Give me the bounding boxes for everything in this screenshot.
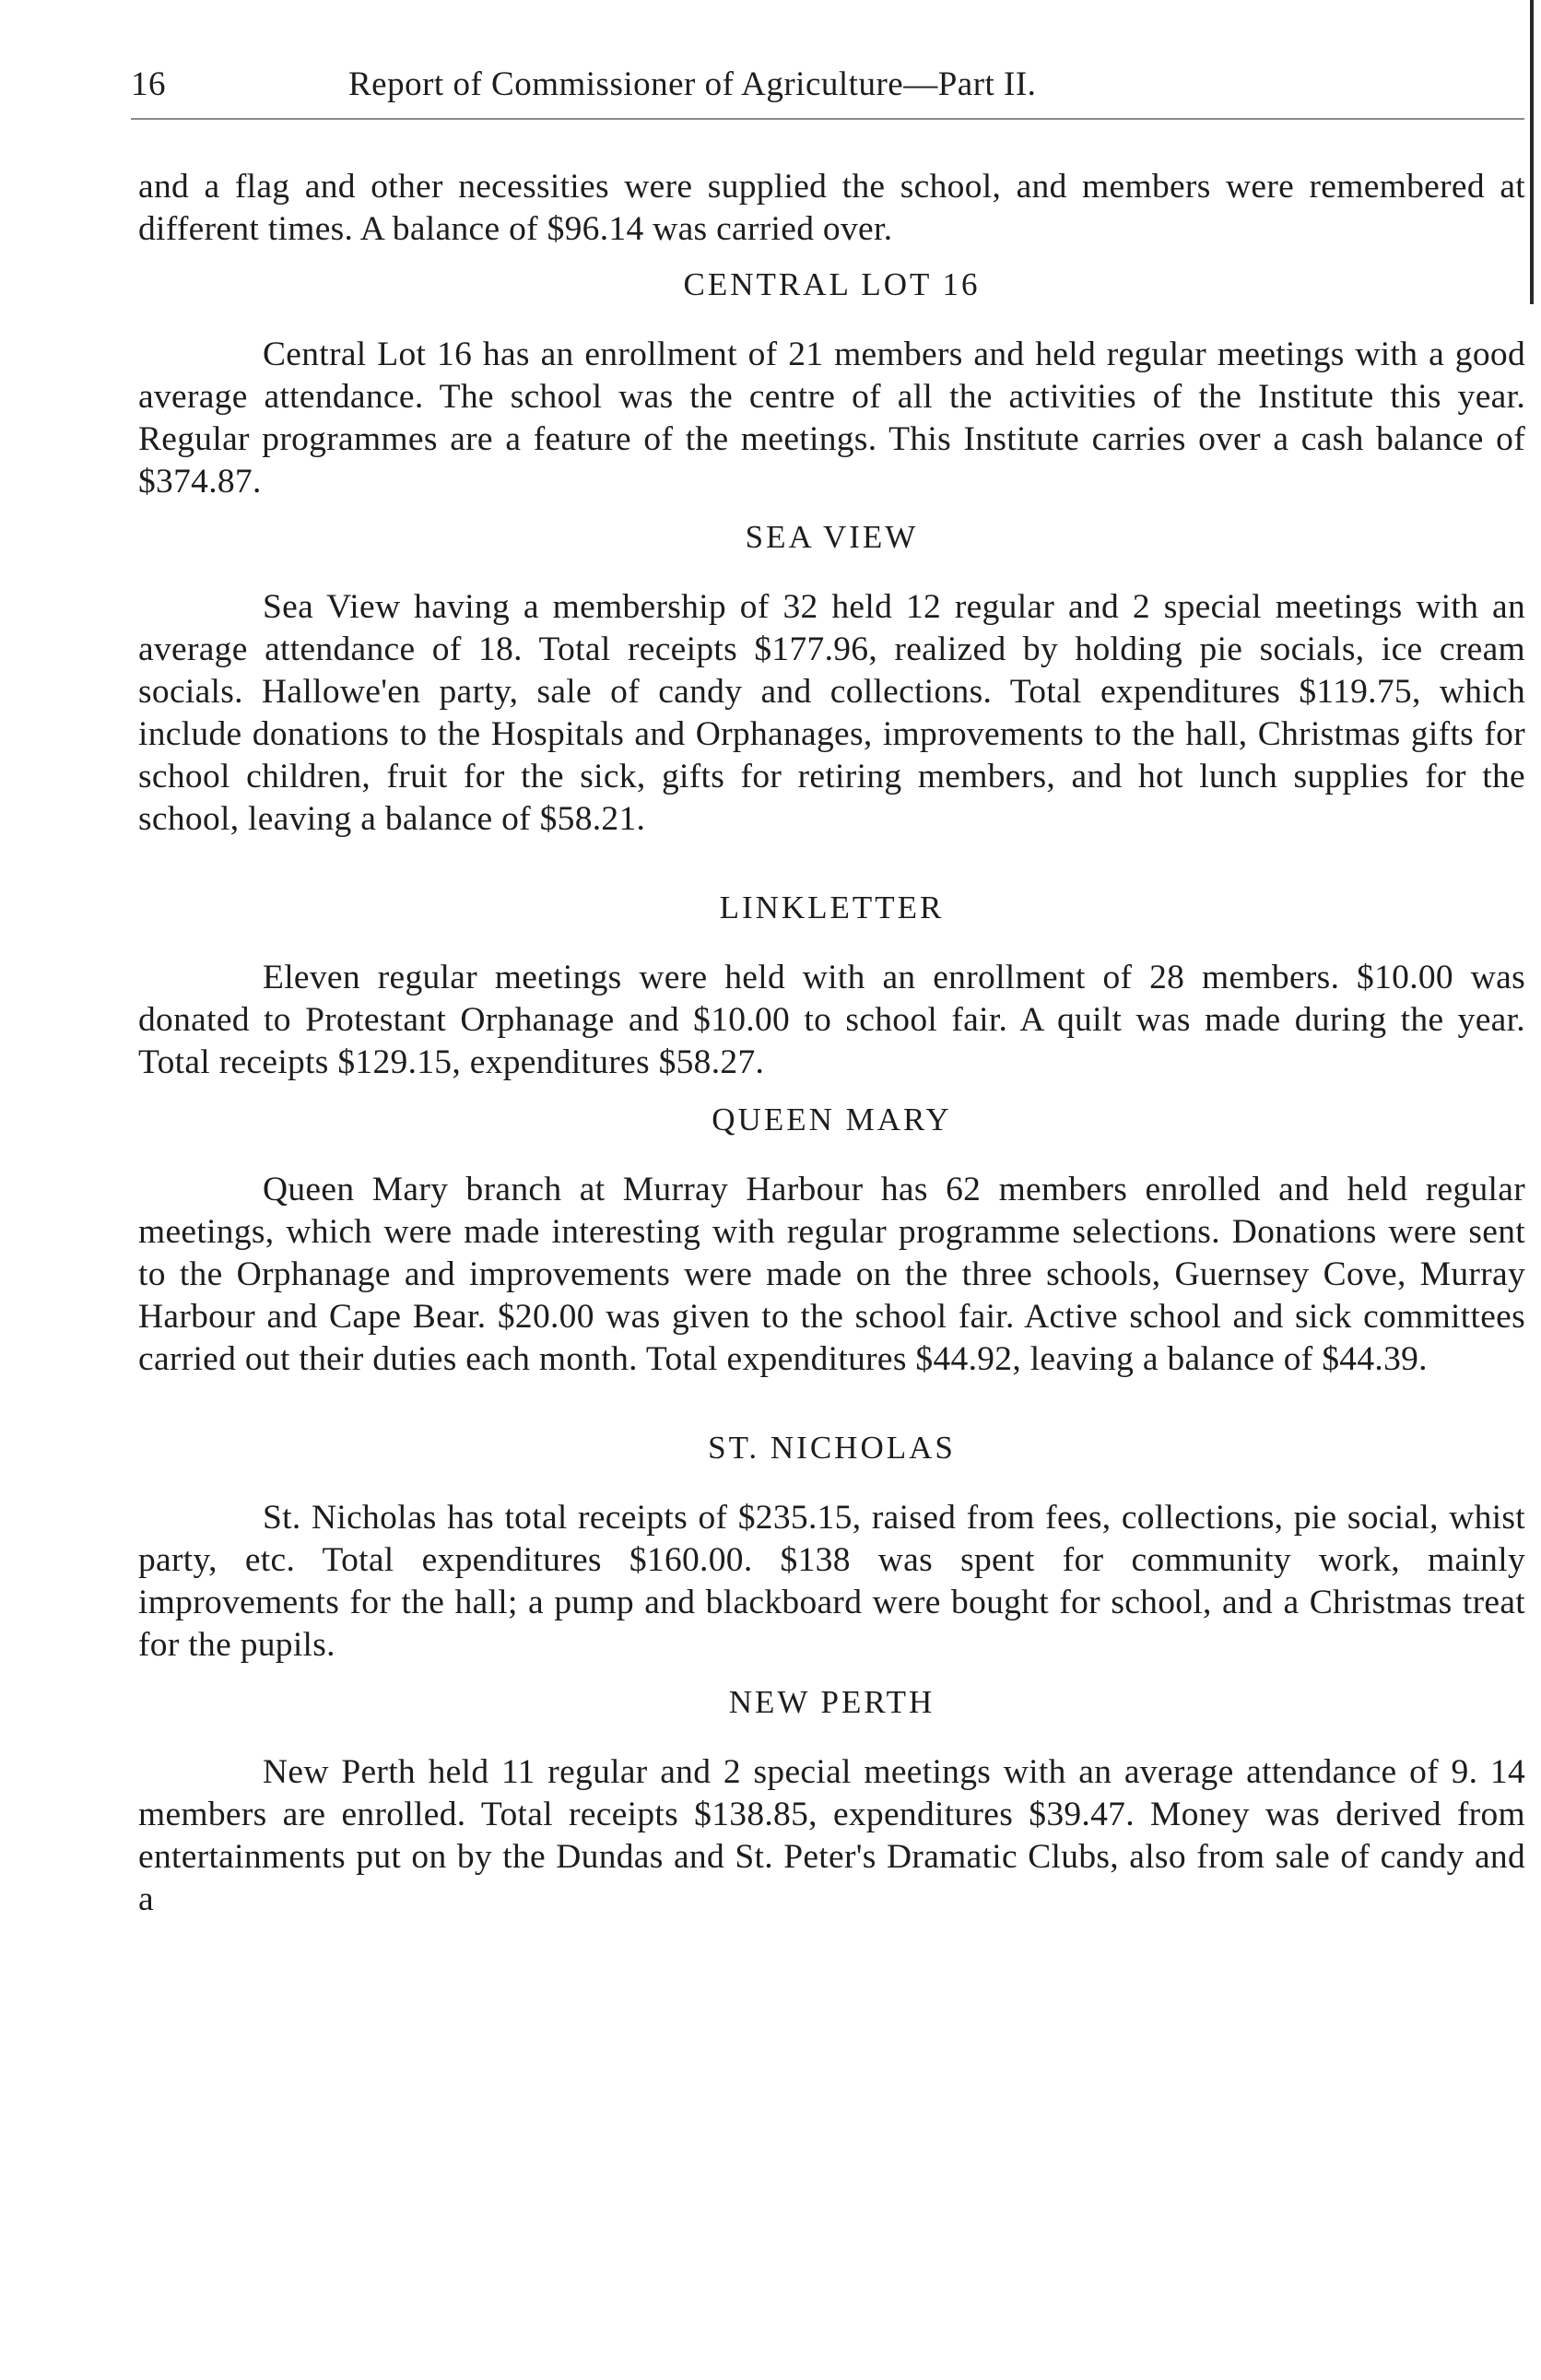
running-title: Report of Commissioner of Agriculture—Part II. — [348, 65, 1037, 103]
page-number: 16 — [131, 65, 166, 103]
section-heading-sea-view: SEA VIEW — [745, 519, 919, 555]
section-heading-new-perth: NEW PERTH — [728, 1684, 935, 1720]
section-text-queen-mary: Queen Mary branch at Murray Harbour has 62 members enrolled and held regular meetings, which were made interesting with regular programme selections. Donations were sent to the Orphanage and improvements were made on the three schools, Guernsey Cove, Murray Harbour and Cape Bear. $20.00 was given to the school fair. Active school and sick committees carried out their duties each month. Total expenditures $44.92, leaving a balance of $44.39. — [138, 1171, 1525, 1378]
section-heading-queen-mary: QUEEN MARY — [712, 1102, 952, 1137]
section-text-st-nicholas: St. Nicholas has total receipts of $235.15, raised from fees, collections, pie social, whist party, etc. Total expenditures $160.00. $138 was spent for community work, mainly improvements for the hall; a pump and blackboard were bought for school, and a Christmas treat for the pupils. — [138, 1499, 1525, 1664]
section-text-linkletter: Eleven regular meetings were held with an enrollment of 28 members. $10.00 was donated to Protestant Orphanage and $10.00 to school fair. A quilt was made during the year. Total receipts $129.15, expenditures $58.27. — [138, 959, 1525, 1081]
section-text-sea-view: Sea View having a membership of 32 held 12 regular and 2 special meetings with an average attendance of 18. Total receipts $177.96, realized by holding pie socials, ice cream socials. Hallowe'en party, sale of candy and collections. Total expenditures $119.75, which include donations to the Hospitals and Orphanages, improvements to the hall, Christmas gifts for school children, fruit for the sick, gifts for retiring members, and hot lunch supplies for the school, leaving a balance of $58.21. — [138, 588, 1525, 838]
section-text-central-lot-16: Central Lot 16 has an enrollment of 21 members and held regular meetings with a good average attendance. The school was the centre of all the activities of the Institute this year. Regular programmes are a feature of the meetings. This Institute carries over a cash balance of $374.87. — [138, 336, 1525, 501]
section-heading-central-lot-16: CENTRAL LOT 16 — [683, 266, 981, 302]
continuation-paragraph: and a flag and other necessities were supplied the school, and members were remembered at different times. A balance of $96.14 was carried over. — [138, 168, 1525, 248]
section-text-new-perth: New Perth held 11 regular and 2 special meetings with an average attendance of 9. 14 members are enrolled. Total receipts $138.85, expenditures $39.47. Money was derived from entertainments put on by the Dundas and St. Peter's Dramatic Clubs, also from sale of candy and a — [138, 1753, 1525, 1918]
running-header — [131, 65, 1532, 120]
section-heading-linkletter: LINKLETTER — [719, 890, 945, 925]
page-edge-shadow — [1530, 0, 1534, 304]
section-heading-st-nicholas: ST. NICHOLAS — [708, 1430, 956, 1466]
document-body — [138, 166, 1525, 1921]
header-rule — [131, 118, 1524, 120]
